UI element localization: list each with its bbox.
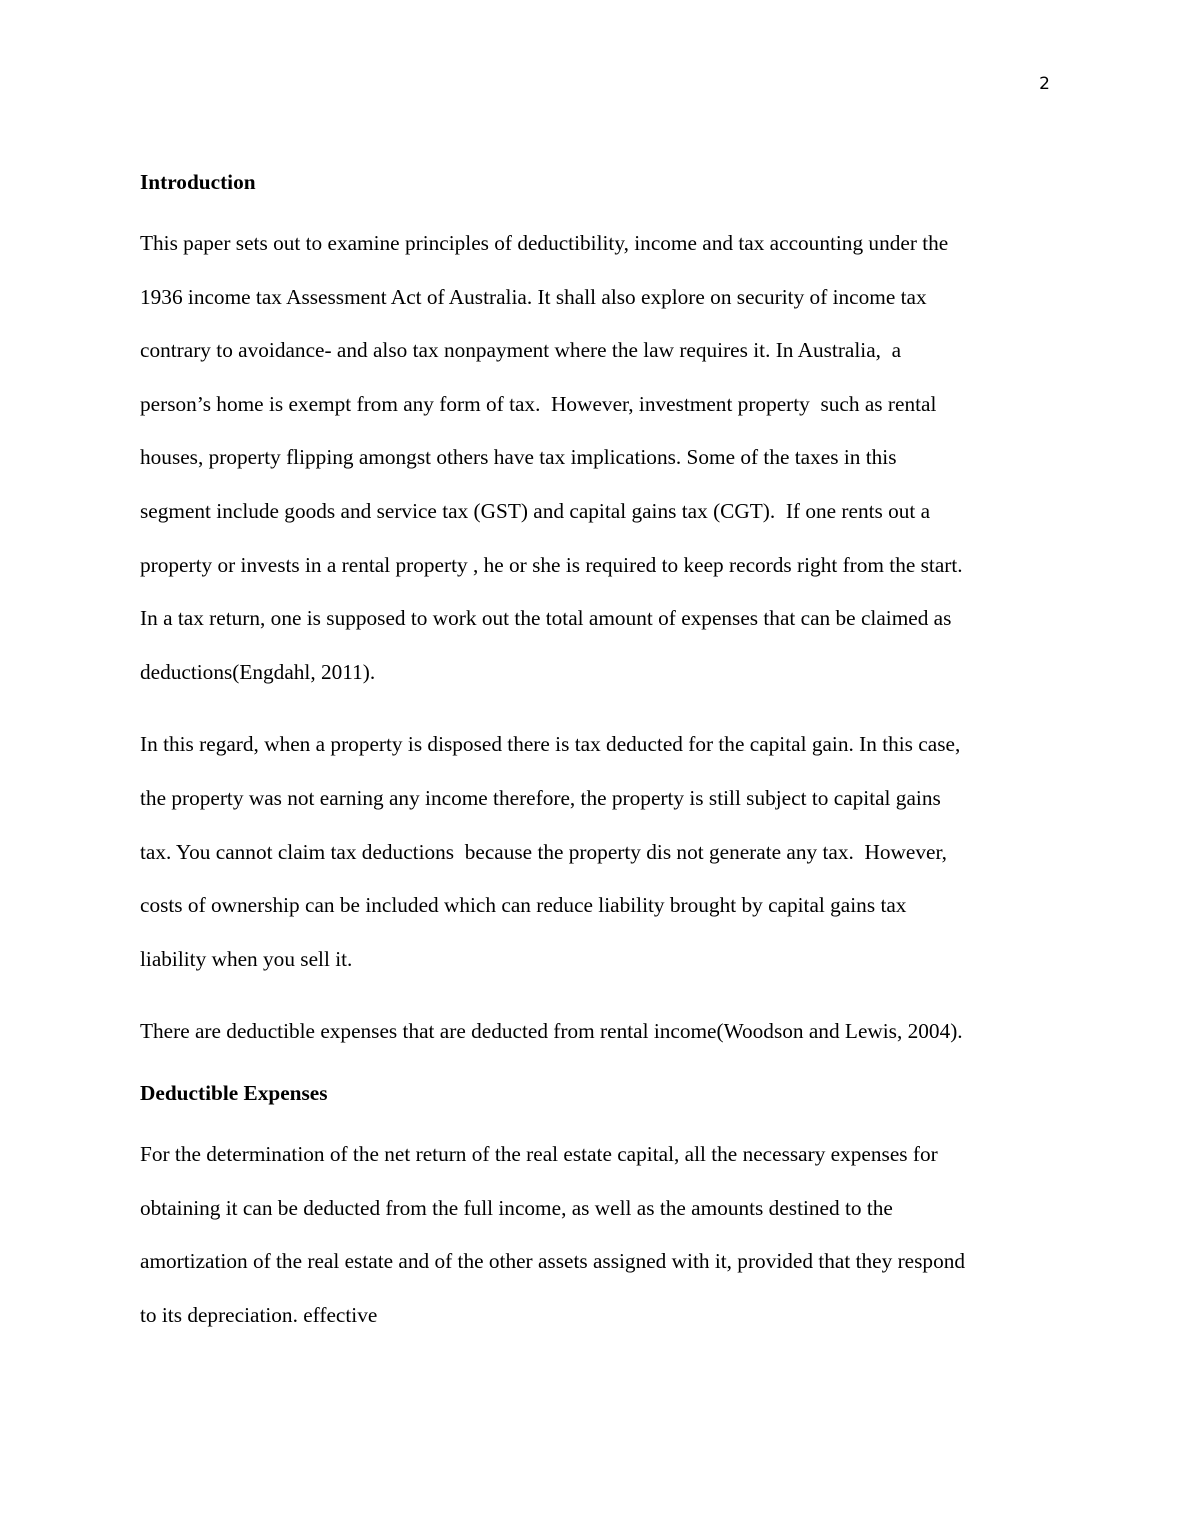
text-line: deductions(Engdahl, 2011).	[140, 659, 376, 684]
text-line: 1936 income tax Assessment Act of Australia. It shall also explore on security of income tax	[140, 284, 927, 309]
document-body	[140, 167, 1052, 1361]
text-line: liability when you sell it.	[140, 946, 353, 971]
text-line: contrary to avoidance- and also tax nonpayment where the law requires it. In Australia, a	[140, 338, 902, 363]
text-line: property or invests in a rental property , he or she is required to keep records right from the start.	[140, 552, 963, 577]
paragraph-intro-3	[140, 1005, 1052, 1059]
section-heading-deductible-expenses: Deductible Expenses	[140, 1080, 328, 1105]
text-line: amortization of the real estate and of the other assets assigned with it, provided that they respond	[140, 1249, 966, 1274]
text-line: segment include goods and service tax (GST) and capital gains tax (CGT). If one rents out a	[140, 498, 931, 523]
text-line: In a tax return, one is supposed to work out the total amount of expenses that can be claimed as	[140, 606, 952, 631]
page-number: 2	[1039, 74, 1050, 94]
text-line: person’s home is exempt from any form of tax. However, investment property such as rental	[140, 391, 937, 416]
text-line: the property was not earning any income therefore, the property is still subject to capital gains	[140, 785, 941, 810]
text-line: In this regard, when a property is disposed there is tax deducted for the capital gain. In this case,	[140, 732, 961, 757]
paragraph-intro-2	[140, 718, 1052, 986]
text-line: costs of ownership can be included which can reduce liability brought by capital gains tax	[140, 893, 907, 918]
text-line: houses, property flipping amongst others have tax implications. Some of the taxes in this	[140, 445, 897, 470]
text-line: There are deductible expenses that are deducted from rental income(Woodson and Lewis, 2004).	[140, 1019, 963, 1044]
paragraph-deductible-1	[140, 1128, 1052, 1342]
text-line: This paper sets out to examine principles of deductibility, income and tax accounting under the	[140, 231, 949, 255]
text-line: For the determination of the net return of the real estate capital, all the necessary expenses for	[140, 1141, 938, 1166]
text-line: obtaining it can be deducted from the full income, as well as the amounts destined to the	[140, 1195, 893, 1220]
text-line: to its depreciation. effective	[140, 1302, 378, 1327]
section-heading-introduction: Introduction	[140, 170, 256, 194]
paragraph-intro-1	[140, 217, 1052, 699]
text-line: tax. You cannot claim tax deductions because the property dis not generate any tax. However,	[140, 839, 948, 864]
